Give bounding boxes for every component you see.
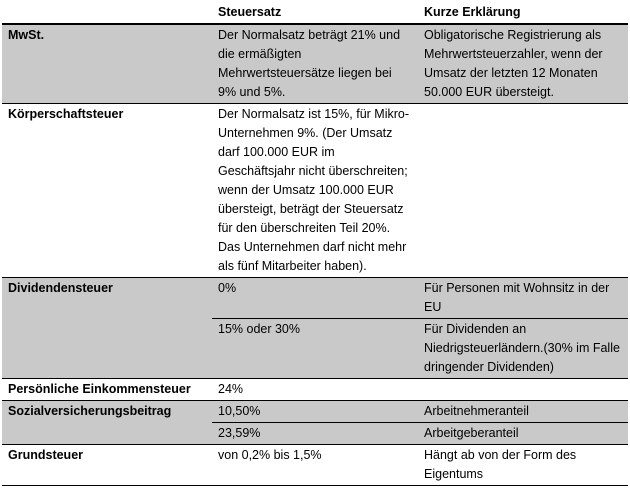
note-cell: Obligatorische Registrierung als Mehrwertsteuerzahler, wenn der Umsatz der letzten 12 Monaten 50.000 EUR übersteigt.: [418, 24, 628, 104]
row-grundsteuer: [2, 445, 628, 486]
note-cell: Arbeitnehmeranteil: [418, 401, 628, 423]
rate-cell: 0%: [212, 278, 418, 319]
note-cell: [418, 104, 628, 278]
note-cell: [418, 379, 628, 401]
header-empty: [2, 2, 212, 24]
row-sozialversicherung: [2, 401, 628, 423]
header-steuersatz: Steuersatz: [212, 2, 418, 24]
note-cell: Für Personen mit Wohnsitz in der EU: [418, 278, 628, 319]
note-cell: Für Dividenden an Niedrigsteuerländern.(30% im Falle dringender Dividenden): [418, 319, 628, 379]
row-label: Persönliche Einkommensteuer: [2, 379, 212, 401]
row-label: Dividendensteuer: [2, 278, 212, 379]
rate-cell: 24%: [212, 379, 418, 401]
row-mwst: [2, 24, 628, 104]
row-label: Grundsteuer: [2, 445, 212, 486]
row-label: Körperschaftsteuer: [2, 104, 212, 278]
rate-cell: Der Normalsatz ist 15%, für Mikro-Unternehmen 9%. (Der Umsatz darf 100.000 EUR im Geschäftsjahr nicht überschreiten; wenn der Umsatz 100.000 EUR übersteigt, beträgt der Steuersatz für den überschreiten Teil 20%. Das Unternehmen darf nicht mehr als fünf Mitarbeiter haben).: [212, 104, 418, 278]
rate-cell: von 0,2% bis 1,5%: [212, 445, 418, 486]
row-label: MwSt.: [2, 24, 212, 104]
note-cell: Arbeitgeberanteil: [418, 423, 628, 445]
note-cell: Hängt ab von der Form des Eigentums: [418, 445, 628, 486]
rate-cell: 23,59%: [212, 423, 418, 445]
rate-cell: Der Normalsatz beträgt 21% und die ermäßigten Mehrwertsteuersätze liegen bei 9% und 5%.: [212, 24, 418, 104]
tax-table: [2, 2, 628, 486]
rate-cell: 15% oder 30%: [212, 319, 418, 379]
row-einkommensteuer: [2, 379, 628, 401]
header-row: [2, 2, 628, 24]
row-dividendensteuer: [2, 278, 628, 319]
row-koerperschaftsteuer: [2, 104, 628, 278]
header-erklaerung: Kurze Erklärung: [418, 2, 628, 24]
rate-cell: 10,50%: [212, 401, 418, 423]
row-label: Sozialversicherungsbeitrag: [2, 401, 212, 445]
